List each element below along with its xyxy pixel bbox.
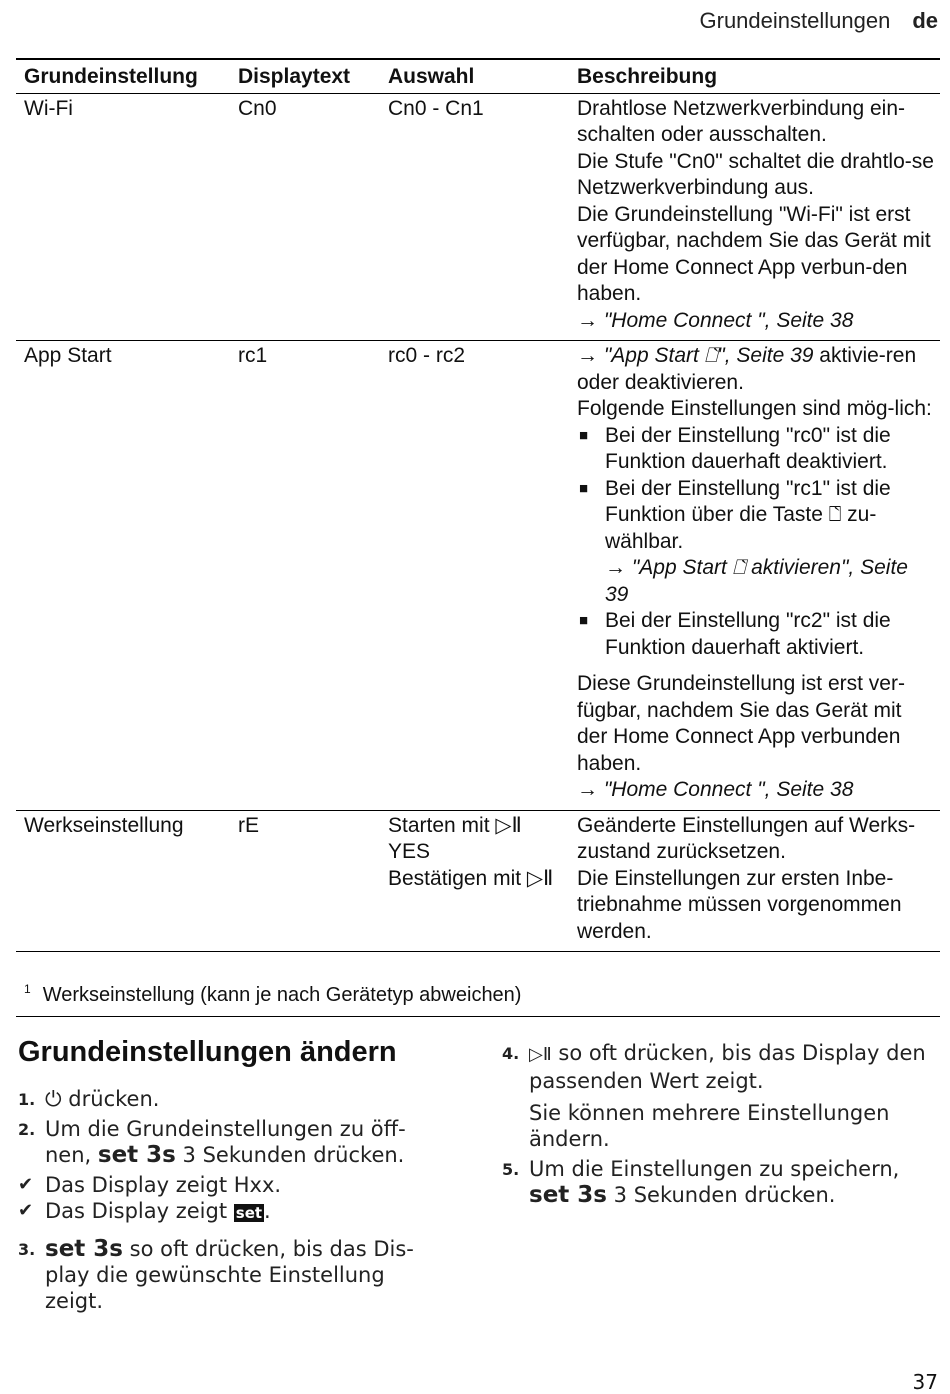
page-number: 37 xyxy=(912,1370,938,1394)
step-text: so oft drücken, bis das Dis-play die gewünschte Einstellung zeigt. xyxy=(45,1237,414,1313)
step-number: 4. xyxy=(502,1044,520,1063)
header-title: Grundeinstellungen xyxy=(699,8,891,33)
check-icon: ✔ xyxy=(18,1200,34,1221)
desc-text: Die Stufe "Cn0" schaltet die drahtlo-se Netzwerkverbindung aus. xyxy=(577,149,934,199)
step-text: 3 Sekunden drücken. xyxy=(175,1143,405,1167)
table-row xyxy=(16,341,940,811)
desc-text: Die Einstellungen zur ersten Inbe-triebnahme müssen vorgenommen werden. xyxy=(577,866,902,943)
header-lang: de xyxy=(912,8,938,33)
step-number: 2. xyxy=(18,1120,36,1139)
choice-text: YES xyxy=(388,840,431,863)
list-item-text: Bei der Einstellung "rc1" ist die Funktion über die Taste ⎕̀ zu-wählbar. xyxy=(605,476,891,553)
bullet-list xyxy=(577,423,934,662)
desc-text: Geänderte Einstellungen auf Werks-zustand zurücksetzen. xyxy=(577,813,916,863)
step-number: 5. xyxy=(502,1160,520,1179)
cell-display: rE xyxy=(230,810,380,952)
cell-description xyxy=(569,93,940,341)
cell-choice: Cn0 - Cn1 xyxy=(380,93,569,341)
choice-text: Bestätigen mit ▷Ⅱ xyxy=(388,866,554,890)
set-button-label: set 3s xyxy=(529,1182,607,1208)
table-header-row xyxy=(16,59,940,93)
cell-choice: rc0 - rc2 xyxy=(380,341,569,811)
desc-text: Diese Grundeinstellung ist erst ver-fügbar, nachdem Sie das Gerät mit der Home Connect App verbunden haben. xyxy=(577,672,905,775)
footnote xyxy=(24,984,521,1007)
step-note: Sie können mehrere Einstellungen ändern. xyxy=(529,1101,890,1151)
choice-text: Starten mit ▷Ⅱ xyxy=(388,813,522,837)
step-2 xyxy=(18,1116,438,1168)
cross-reference-link[interactable]: → "App Start ⎕̀ aktivieren", Seite 39 xyxy=(605,556,908,606)
cell-description xyxy=(569,810,940,952)
cross-reference-link[interactable]: → "App Start ⎕̀", Seite 39 xyxy=(577,344,814,367)
start-pause-icon: ▷Ⅱ xyxy=(529,1044,552,1065)
step-text: Um die Grundeinstellungen zu öff-nen, xyxy=(45,1117,406,1167)
result-2 xyxy=(18,1198,438,1226)
footnote-text: Werkseinstellung (kann je nach Gerätetyp abweichen) xyxy=(42,984,522,1006)
settings-table xyxy=(16,58,940,952)
step-5 xyxy=(502,1156,942,1208)
result-1 xyxy=(18,1172,438,1198)
cell-display: Cn0 xyxy=(230,93,380,341)
desc-text: Die Grundeinstellung "Wi-Fi" ist erst verfügbar, nachdem Sie das Gerät mit der Home Connect App verbun-den haben. xyxy=(577,202,931,305)
display-set-badge: set xyxy=(235,1204,263,1222)
steps-right-column xyxy=(502,1040,942,1212)
list-item: ■ Bei der Einstellung "rc2" ist die Funktion dauerhaft aktiviert. xyxy=(577,608,934,661)
cell-setting: Wi-Fi xyxy=(16,93,230,341)
step-text: Um die Einstellungen zu speichern, xyxy=(529,1157,900,1181)
cell-choice xyxy=(380,810,569,952)
page-header xyxy=(700,8,939,34)
desc-text-tail: aktivie-ren oder deaktivieren. xyxy=(577,344,917,394)
step-text: 3 Sekunden drücken. xyxy=(606,1183,836,1207)
divider xyxy=(16,1016,940,1017)
desc-text: Drahtlose Netzwerkverbindung ein-schalten oder ausschalten. xyxy=(577,96,905,146)
step-4 xyxy=(502,1040,942,1094)
result-text: . xyxy=(264,1199,271,1223)
step-3 xyxy=(18,1236,438,1314)
set-button-label: set 3s xyxy=(45,1236,123,1262)
section-title: Grundeinstellungen ändern xyxy=(18,1036,397,1068)
cell-setting: App Start xyxy=(16,341,230,811)
check-icon: ✔ xyxy=(18,1174,34,1195)
step-number: 3. xyxy=(18,1240,36,1259)
cell-description xyxy=(569,341,940,811)
result-text: Das Display zeigt Hxx. xyxy=(45,1173,282,1197)
steps-left-column xyxy=(18,1086,438,1318)
list-item xyxy=(577,476,934,609)
power-icon: ⏻ xyxy=(45,1087,62,1111)
desc-text: Folgende Einstellungen sind mög-lich: xyxy=(577,397,932,420)
col-header-display: Displaytext xyxy=(230,59,380,93)
table-row xyxy=(16,93,940,341)
col-header-description: Beschreibung xyxy=(569,59,940,93)
cross-reference-link[interactable]: → "Home Connect ", Seite 38 xyxy=(577,308,854,332)
step-text: so oft drücken, bis das Display den passenden Wert zeigt. xyxy=(529,1041,926,1093)
cell-display: rc1 xyxy=(230,341,380,811)
step-1 xyxy=(18,1086,438,1112)
footnote-mark: 1 xyxy=(24,982,31,996)
list-item: ■ Bei der Einstellung "rc0" ist die Funktion dauerhaft deaktiviert. xyxy=(577,423,934,476)
cross-reference-link[interactable]: → "Home Connect ", Seite 38 xyxy=(577,778,854,801)
col-header-choice: Auswahl xyxy=(380,59,569,93)
cell-setting: Werkseinstellung xyxy=(16,810,230,952)
set-button-label: set 3s xyxy=(97,1142,176,1168)
desc-text xyxy=(577,343,934,396)
col-header-setting: Grundeinstellung xyxy=(16,59,230,93)
table-row xyxy=(16,810,940,952)
step-text: drücken. xyxy=(61,1087,160,1111)
step-number: 1. xyxy=(18,1090,36,1109)
result-text: Das Display zeigt xyxy=(45,1199,234,1223)
